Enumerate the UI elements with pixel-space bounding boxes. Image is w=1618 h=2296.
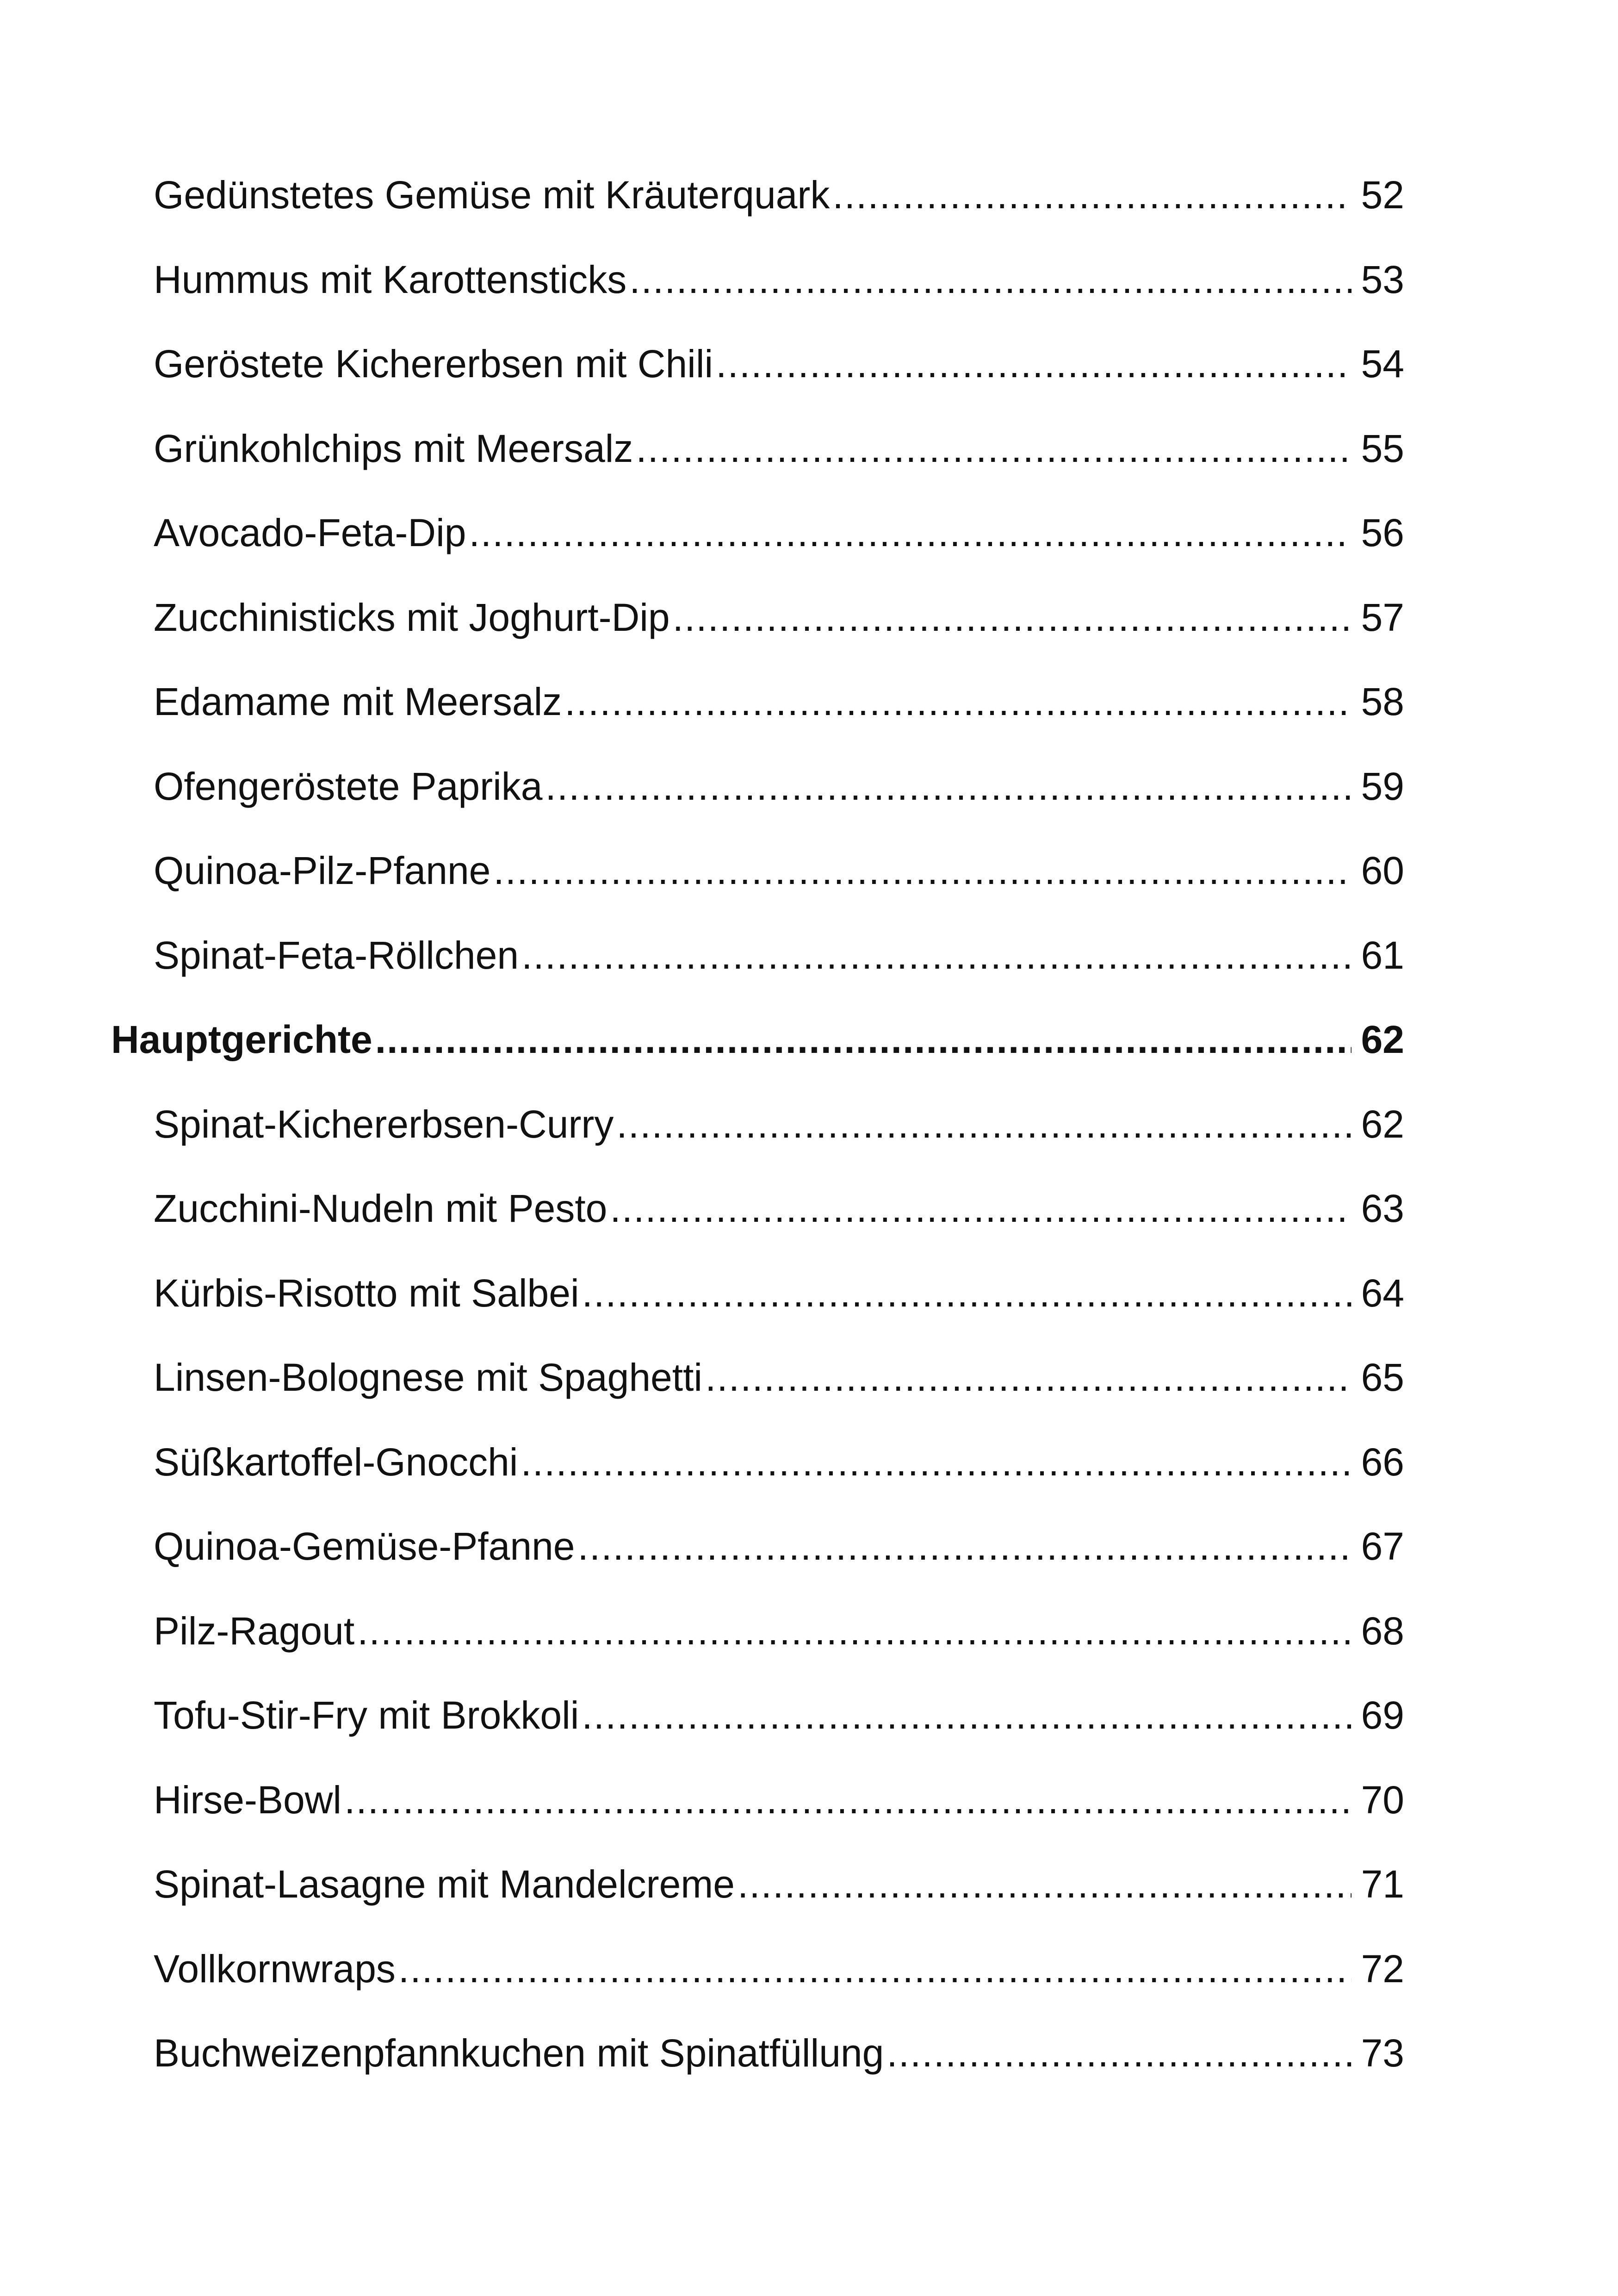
toc-page-number: 62: [1361, 1102, 1404, 1146]
toc-entry-title: Hummus mit Karottensticks: [154, 257, 627, 301]
toc-page-number: 56: [1361, 511, 1404, 554]
toc-entry-title: Ofengeröstete Paprika: [154, 764, 543, 808]
toc-page-number: 60: [1361, 849, 1404, 892]
toc-page-number: 70: [1361, 1778, 1404, 1822]
toc-dot-leader: [521, 1420, 1351, 1505]
toc-entry-row[interactable]: [111, 491, 1404, 575]
toc-dot-leader: [716, 322, 1351, 406]
toc-entry-title: Spinat-Feta-Röllchen: [154, 933, 519, 977]
toc-dot-leader: [705, 1335, 1351, 1420]
toc-dot-leader: [469, 491, 1351, 575]
toc-entry-row[interactable]: [111, 744, 1404, 829]
toc-page-number: 54: [1361, 342, 1404, 386]
toc-page-number: 63: [1361, 1187, 1404, 1230]
toc-entry-title: Vollkornwraps: [154, 1947, 396, 1991]
toc-dot-leader: [398, 1927, 1351, 2011]
toc-dot-leader: [546, 744, 1352, 829]
toc-page-number: 64: [1361, 1271, 1404, 1315]
toc-page-number: 55: [1361, 426, 1404, 470]
toc-entry-row[interactable]: [111, 1842, 1404, 1927]
toc-entry-row[interactable]: [111, 1758, 1404, 1842]
toc-dot-leader: [582, 1673, 1351, 1758]
toc-dot-leader: [886, 2011, 1351, 2096]
toc-entry-title: Zucchinisticks mit Joghurt-Dip: [154, 595, 670, 639]
toc-entry-row[interactable]: [111, 1251, 1404, 1336]
toc-entry-row[interactable]: [111, 153, 1404, 237]
toc-dot-leader: [375, 997, 1351, 1082]
toc-entry-row[interactable]: [111, 1166, 1404, 1251]
toc-page-number: 58: [1361, 680, 1404, 723]
toc-dot-leader: [344, 1758, 1351, 1842]
toc-page-number: 65: [1361, 1356, 1404, 1399]
toc-entry-title: Zucchini-Nudeln mit Pesto: [154, 1187, 608, 1230]
toc-entry-row[interactable]: [111, 1589, 1404, 1674]
toc-entry-title: Gedünstetes Gemüse mit Kräuterquark: [154, 173, 830, 217]
toc-entry-title: Grünkohlchips mit Meersalz: [154, 426, 633, 470]
toc-page-number: 69: [1361, 1693, 1404, 1737]
toc-entry-title: Avocado-Feta-Dip: [154, 511, 466, 554]
toc-entry-title: Pilz-Ragout: [154, 1609, 355, 1653]
toc-page-number: 73: [1361, 2031, 1404, 2075]
toc-page-number: 67: [1361, 1524, 1404, 1568]
toc-entry-title: Linsen-Bolognese mit Spaghetti: [154, 1356, 703, 1399]
toc-entry-row[interactable]: [111, 913, 1404, 998]
toc-page-number: 57: [1361, 595, 1404, 639]
toc-entry-title: Hirse-Bowl: [154, 1778, 342, 1822]
toc-entry-title: Quinoa-Gemüse-Pfanne: [154, 1524, 575, 1568]
toc-entry-title: Tofu-Stir-Fry mit Brokkoli: [154, 1693, 579, 1737]
toc-page-number: 59: [1361, 764, 1404, 808]
toc-entry-title: Quinoa-Pilz-Pfanne: [154, 849, 491, 892]
toc-entry-row[interactable]: [111, 322, 1404, 406]
toc-page-number: 71: [1361, 1862, 1404, 1906]
toc-entry-row[interactable]: [111, 1420, 1404, 1505]
toc-entry-title: Hauptgerichte: [111, 1018, 372, 1061]
toc-entry-title: Buchweizenpfannkuchen mit Spinatfüllung: [154, 2031, 884, 2075]
toc-page-number: 61: [1361, 933, 1404, 977]
toc-entry-row[interactable]: [111, 1335, 1404, 1420]
toc-dot-leader: [493, 828, 1351, 913]
toc-dot-leader: [832, 153, 1351, 237]
toc-dot-leader: [521, 913, 1351, 998]
toc-entry-title: Kürbis-Risotto mit Salbei: [154, 1271, 579, 1315]
toc-page-number: 72: [1361, 1947, 1404, 1991]
toc-entry-row[interactable]: [111, 237, 1404, 322]
toc-entry-title: Spinat-Lasagne mit Mandelcreme: [154, 1862, 735, 1906]
toc-entry-row[interactable]: [111, 660, 1404, 744]
table-of-contents: [111, 153, 1404, 2096]
toc-page-number: 52: [1361, 173, 1404, 217]
toc-page-number: 62: [1361, 1018, 1404, 1061]
toc-dot-leader: [673, 575, 1351, 660]
toc-entry-title: Süßkartoffel-Gnocchi: [154, 1440, 518, 1484]
toc-dot-leader: [610, 1166, 1351, 1251]
toc-entry-row[interactable]: [111, 1082, 1404, 1167]
toc-section-row[interactable]: [111, 997, 1404, 1082]
toc-dot-leader: [582, 1251, 1351, 1336]
toc-dot-leader: [738, 1842, 1351, 1927]
toc-page-number: 53: [1361, 257, 1404, 301]
toc-dot-leader: [564, 660, 1351, 744]
toc-page-number: 68: [1361, 1609, 1404, 1653]
toc-entry-row[interactable]: [111, 406, 1404, 491]
toc-dot-leader: [636, 406, 1351, 491]
toc-entry-title: Edamame mit Meersalz: [154, 680, 562, 723]
toc-entry-row[interactable]: [111, 828, 1404, 913]
toc-entry-row[interactable]: [111, 1673, 1404, 1758]
toc-page-number: 66: [1361, 1440, 1404, 1484]
toc-entry-row[interactable]: [111, 2011, 1404, 2096]
toc-dot-leader: [629, 237, 1351, 322]
toc-entry-row[interactable]: [111, 575, 1404, 660]
toc-entry-title: Geröstete Kichererbsen mit Chili: [154, 342, 713, 386]
toc-dot-leader: [357, 1589, 1351, 1674]
toc-entry-row[interactable]: [111, 1504, 1404, 1589]
toc-entry-row[interactable]: [111, 1927, 1404, 2011]
toc-entry-title: Spinat-Kichererbsen-Curry: [154, 1102, 614, 1146]
toc-dot-leader: [616, 1082, 1351, 1167]
toc-dot-leader: [578, 1504, 1351, 1589]
